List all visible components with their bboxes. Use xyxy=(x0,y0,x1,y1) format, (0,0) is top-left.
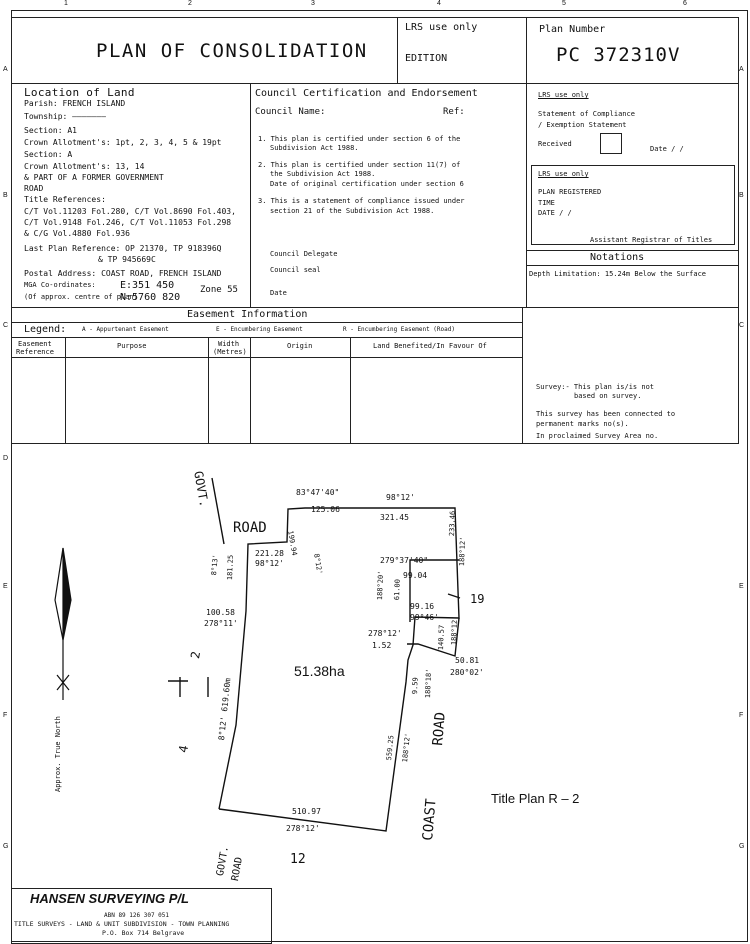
parish: Parish: FRENCH ISLAND xyxy=(24,99,126,108)
dim-bottom-bearing: 278°12' xyxy=(286,824,320,833)
council-delegate: Council Delegate xyxy=(270,250,338,258)
col-marker: 5 xyxy=(562,0,566,7)
council-seal: Council seal xyxy=(270,266,321,274)
row-marker: F xyxy=(3,712,8,719)
lrs-use-label: LRS use only xyxy=(405,22,478,33)
dim-r2-len: 140.57 xyxy=(437,624,446,651)
dim-mid-len: 100.58 xyxy=(206,608,235,617)
row-marker: G xyxy=(739,843,745,850)
col-marker: 3 xyxy=(311,0,315,7)
company-abn: ABN 89 126 307 051 xyxy=(104,912,170,919)
zone: Zone 55 xyxy=(200,285,238,295)
council-item1-a: 1. This plan is certified under section 6 of the xyxy=(258,135,461,143)
row-marker: G xyxy=(3,843,9,850)
plan-title: PLAN OF CONSOLIDATION xyxy=(96,40,368,62)
lrs2-label: LRS use only xyxy=(538,170,589,178)
dim-step-len: 1.52 xyxy=(372,641,392,650)
title-ref-3: & C/G Vol.4880 Fol.936 xyxy=(24,229,130,238)
company-name: HANSEN SURVEYING P/L xyxy=(30,891,189,906)
col-marker: 1 xyxy=(64,0,68,7)
dim-rd-bearing: 98°12' xyxy=(255,559,284,568)
dim-mid-bearing: 278°11' xyxy=(204,619,238,628)
survey-line4: permanent marks no(s). xyxy=(536,420,629,428)
council-item2-c: Date of original certification under section 6 xyxy=(270,180,464,188)
dim-step-bearing: 278°12' xyxy=(368,629,402,638)
notations-heading: Notations xyxy=(590,252,645,263)
dim-top-left-len: 125.06 xyxy=(311,505,340,514)
title-ref-2: C/T Vol.9148 Fol.246, C/T Vol.11053 Fol.298 xyxy=(24,218,232,227)
mga-label: MGA Co-ordinates: xyxy=(24,281,96,289)
adjacent-lot-2: 2 xyxy=(188,650,204,660)
former-road-line2: ROAD xyxy=(24,184,44,193)
dim-inner-len2: 99.16 xyxy=(410,602,435,611)
road-govt-top-2: ROAD xyxy=(233,520,267,536)
council-heading: Council Certification and Endorsement xyxy=(255,88,478,99)
received-label: Received xyxy=(538,140,572,148)
north-arrow xyxy=(55,548,71,700)
plan-number: PC 372310V xyxy=(556,44,681,66)
council-ref-label: Ref: xyxy=(443,107,465,117)
dim-inner-bearing1: 279°37'40" xyxy=(380,556,429,565)
last-plan-1: Last Plan Reference: OP 21370, TP 918396Q xyxy=(24,244,222,253)
edition-label: EDITION xyxy=(405,53,448,64)
col-marker: 4 xyxy=(437,0,441,7)
road-coast-label: COAST xyxy=(420,798,440,842)
col-purpose: Purpose xyxy=(117,342,147,350)
title-ref-1: C/T Vol.11203 Fol.280, C/T Vol.8690 Fol.403, xyxy=(24,207,236,216)
row-marker: B xyxy=(3,192,8,199)
col-width-line2: (Metres) xyxy=(213,348,247,356)
company-services: TITLE SURVEYS - LAND & UNIT SUBDIVISION - TOWN PLANNING xyxy=(14,920,230,928)
dim-inner-len1: 99.04 xyxy=(403,571,428,580)
survey-line1: Survey:- This plan is/is not xyxy=(536,383,655,391)
survey-line5: In proclaimed Survey Area no. xyxy=(536,432,659,440)
council-item2-b: the Subdivision Act 1988. xyxy=(270,170,376,178)
easement-heading: Easement Information xyxy=(187,309,308,320)
row-marker: E xyxy=(3,583,8,590)
dim-r4-bearing: 188°18' xyxy=(424,668,434,699)
dim-top-right-len: 321.45 xyxy=(380,513,409,522)
easting: E:351 450 xyxy=(120,280,175,291)
township: Township: ——————— xyxy=(24,112,106,121)
row-marker: D xyxy=(3,455,9,462)
council-item2-a: 2. This plan is certified under section 11(7) of xyxy=(258,161,461,169)
last-plan-2: & TP 945669C xyxy=(98,255,156,264)
dim-inner-v-bearing: 188°20' xyxy=(376,570,386,601)
legend-encumbering: E - Encumbering Easement xyxy=(216,326,303,333)
legend-label: Legend: xyxy=(24,324,67,335)
compliance-line1: Statement of Compliance xyxy=(538,110,635,118)
crown-allotments-1: Crown Allotment's: 1pt, 2, 3, 4, 5 & 19pt xyxy=(24,138,222,147)
former-road-line1: & PART OF A FORMER GOVERNMENT xyxy=(24,173,164,182)
location-heading: Location of Land xyxy=(24,86,135,99)
col-width-line1: Width xyxy=(218,340,240,348)
depth-limitation: Depth Limitation: 15.24m Below the Surface xyxy=(529,270,707,278)
dim-r2-bearing: 188°12' xyxy=(450,615,460,646)
legend-encumbering-road: R - Encumbering Easement (Road) xyxy=(343,326,455,333)
council-item3-b: section 21 of the Subdivision Act 1988. xyxy=(270,207,435,215)
plan-registered: PLAN REGISTERED xyxy=(538,188,602,196)
council-item3-a: 3. This is a statement of compliance issued under xyxy=(258,197,465,205)
road-edge xyxy=(212,478,224,544)
registered-date: DATE / / xyxy=(538,209,572,217)
council-item1-b: Subdivision Act 1988. xyxy=(270,144,359,152)
section-a: Section: A xyxy=(24,150,73,159)
road-right-label: ROAD xyxy=(430,711,449,747)
col-marker: 2 xyxy=(188,0,192,7)
col-ref-line1: Easement xyxy=(18,340,52,348)
survey-line3: This survey has been connected to xyxy=(536,410,676,418)
dim-rd-len: 221.28 xyxy=(255,549,284,558)
received-date: Date / / xyxy=(650,145,684,153)
dim-bottom-len: 510.97 xyxy=(292,807,321,816)
row-marker: C xyxy=(739,322,745,329)
dim-right-top-len: 233.46 xyxy=(448,510,457,537)
north-label: Approx. True North xyxy=(54,716,62,792)
col-marker: 6 xyxy=(683,0,687,7)
dim-long-right-bearing: 188°12' xyxy=(401,732,413,763)
council-date: Date xyxy=(270,289,287,297)
dim-notch-len: 199.94 xyxy=(286,530,299,557)
legend-appurtenant: A - Appurtenant Easement xyxy=(82,326,169,333)
col-ref-line2: Reference xyxy=(16,348,54,356)
compliance-line2: / Exemption Statement xyxy=(538,121,627,129)
dim-inner-bearing2: 99°46' xyxy=(410,613,439,622)
dim-long-right-len: 559.25 xyxy=(385,734,396,761)
survey-line2: based on survey. xyxy=(574,392,642,400)
dim-left-long: 8°12' 619.60m xyxy=(217,677,233,741)
mga-note: (Of approx. centre of plan) xyxy=(24,293,138,301)
company-po-box: P.O. Box 714 Belgrave xyxy=(102,929,185,937)
road-govt-bottom-2: ROAD xyxy=(230,856,246,882)
row-marker: F xyxy=(739,712,744,719)
postal-address: Postal Address: COAST ROAD, FRENCH ISLAND xyxy=(24,269,222,278)
dim-notch-bearing: 8°12' xyxy=(312,553,324,576)
adjacent-lot-4: 4 xyxy=(176,744,192,754)
dim-top-right-bearing: 98°12' xyxy=(386,493,415,502)
row-marker: C xyxy=(3,322,9,329)
assistant-registrar: Assistant Registrar of Titles xyxy=(590,236,713,244)
council-name-label: Council Name: xyxy=(255,107,326,117)
crown-allotments-2: Crown Allotment's: 13, 14 xyxy=(24,162,145,171)
row-marker: A xyxy=(739,66,744,73)
section-a1: Section: A1 xyxy=(24,126,77,135)
dim-right-top-bearing: 188°12' xyxy=(458,536,468,567)
dim-r4-len: 9.59 xyxy=(411,677,420,695)
title-refs-heading: Title References: xyxy=(24,195,106,204)
registered-time: TIME xyxy=(538,199,555,207)
title-plan-ref: Title Plan R – 2 xyxy=(491,791,580,806)
dim-r3-len: 50.81 xyxy=(455,656,480,665)
plan-number-label: Plan Number xyxy=(539,24,606,35)
area-label: 51.38ha xyxy=(294,663,345,679)
dim-left-short-len: 181.25 xyxy=(226,554,235,581)
lrs1-label: LRS use only xyxy=(538,91,589,99)
row-marker: B xyxy=(739,192,744,199)
dim-left-short-bearing: 8°13' xyxy=(210,554,220,576)
dim-r3-bearing: 280°02' xyxy=(450,668,484,677)
row-marker: A xyxy=(3,66,8,73)
dim-inner-v-len: 61.00 xyxy=(393,578,402,601)
col-benefit: Land Benefited/In Favour Of xyxy=(373,342,487,350)
adjacent-lot-12: 12 xyxy=(290,852,306,867)
col-origin: Origin xyxy=(287,342,313,350)
road-govt-bottom: GOVT. xyxy=(215,845,232,877)
road-govt-top: GOVT. xyxy=(191,470,212,509)
northing: N:5760 820 xyxy=(120,292,181,303)
adjacent-lot-19: 19 xyxy=(470,592,485,606)
dim-top-bearing: 83°47'40" xyxy=(296,488,340,497)
row-marker: E xyxy=(739,583,744,590)
